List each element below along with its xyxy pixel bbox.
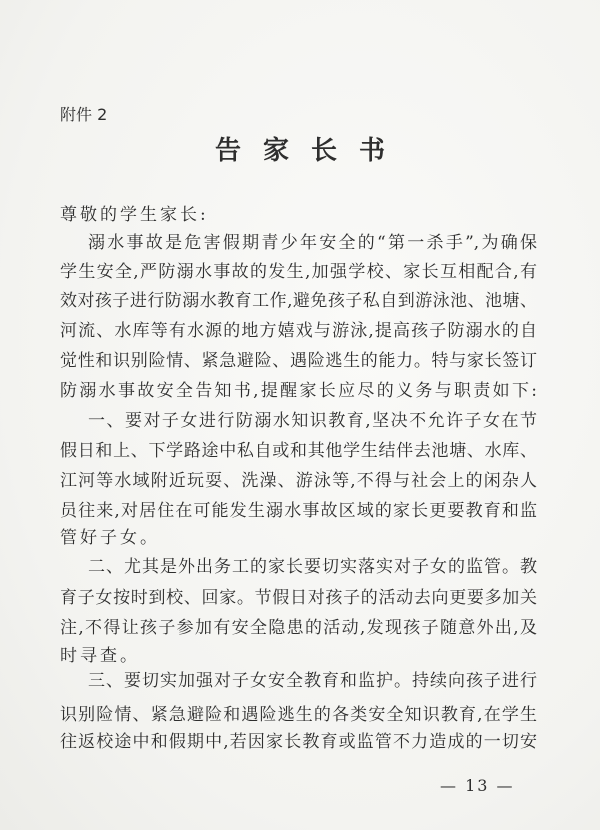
paragraph-line: 学生安全,严防溺水事故的发生,加强学校、家长互相配合,有 [60,262,537,282]
greeting: 尊敬的学生家长: [60,205,209,225]
paragraph-line: 假日和上、下学路途中私自或和其他学生结伴去池塘、水库、 [60,441,537,461]
paragraph-line: 管好子女。 [60,528,160,548]
paragraph-line: 注,不得让孩子参加有安全隐患的活动,发现孩子随意外出,及 [60,618,537,638]
paragraph-line: 一、要对子女进行防溺水知识教育,坚决不允许子女在节 [88,411,537,431]
paragraph-line: 识别险情、紧急避险和遇险逃生的各类安全知识教育,在学生 [60,705,537,725]
paragraph-line: 河流、水库等有水源的地方嬉戏与游泳,提高孩子防溺水的自 [60,321,537,341]
paragraph-line: 江河等水域附近玩耍、洗澡、游泳等,不得与社会上的闲杂人 [60,471,537,491]
page-number: — 13 — [440,776,515,795]
paragraph-line: 员往来,对居住在可能发生溺水事故区域的家长更要教育和监 [60,501,537,521]
paragraph-line: 觉性和识别险情、紧急避险、遇险逃生的能力。特与家长签订 [60,351,537,371]
paragraph-line: 往返校途中和假期中,若因家长教育或监管不力造成的一切安 [60,732,537,752]
paragraph-line: 效对孩子进行防溺水教育工作,避免孩子私自到游泳池、池塘、 [60,291,537,311]
paragraph-line: 三、要切实加强对子女安全教育和监护。持续向孩子进行 [88,671,537,691]
paragraph-line: 时寻查。 [60,646,140,666]
document-title: 告家长书 [214,136,407,166]
paragraph-line: 防溺水事故安全告知书,提醒家长应尽的义务与职责如下: [60,381,537,401]
attachment-label: 附件 2 [60,105,108,124]
paragraph-line: 二、尤其是外出务工的家长要切实落实对子女的监管。教 [88,557,537,577]
paragraph-line: 溺水事故是危害假期青少年安全的“第一杀手”,为确保 [88,233,537,253]
paragraph-line: 育子女按时到校、回家。节假日对孩子的活动去向更要多加关 [60,588,537,608]
